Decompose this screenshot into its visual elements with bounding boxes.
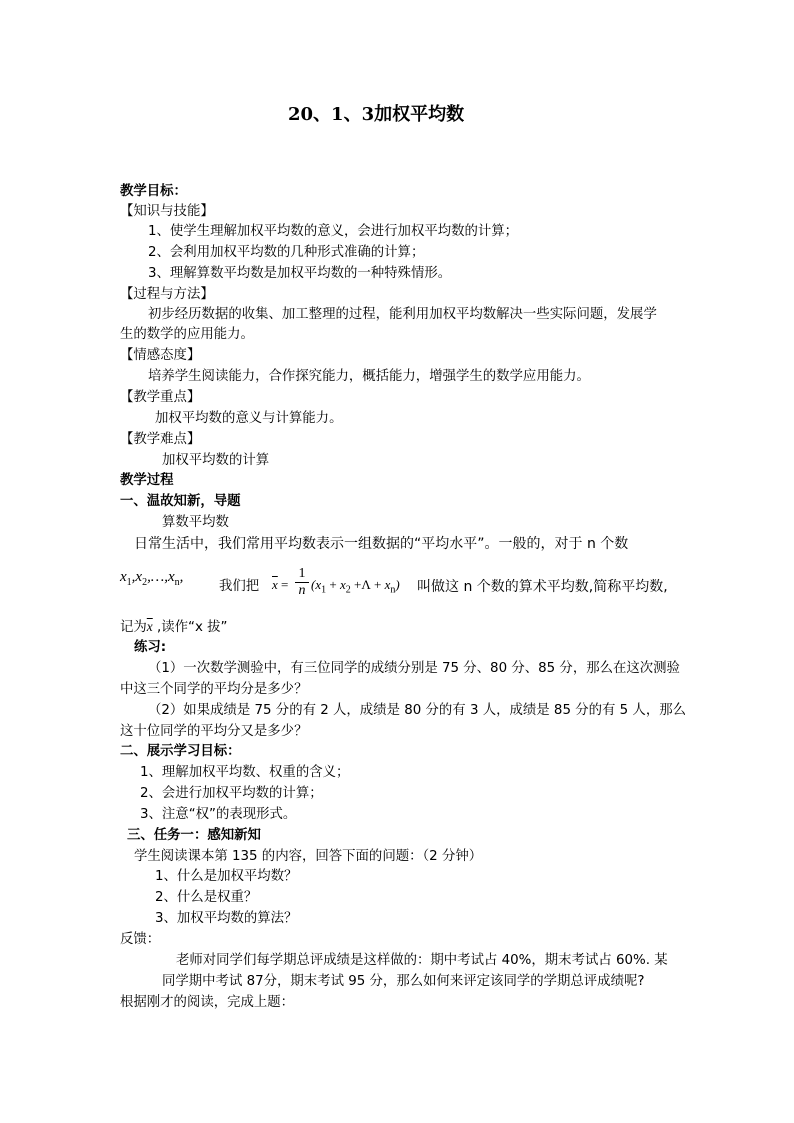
intro-text: 日常生活中，我们常用平均数表示一组数据的“平均水平”。一般的，对于 n 个数 <box>134 536 629 552</box>
section3-item: 1、什么是加权平均数？ <box>155 869 298 884</box>
closing-text: 根据刚才的阅读，完成上题： <box>120 995 295 1010</box>
section2-item: 2、会进行加权平均数的计算； <box>140 786 323 801</box>
feedback-label: 反馈： <box>120 932 161 947</box>
page-title: 20、1、3加权平均数 <box>288 104 465 125</box>
section2-item: 3、注意“权”的表现形式。 <box>140 807 297 822</box>
practice-heading: 练习: <box>134 640 167 655</box>
difficulty-text: 加权平均数的计算 <box>162 453 270 468</box>
knowledge-heading: 【知识与技能】 <box>120 204 214 219</box>
section3-intro: 学生阅读课本第 135 的内容，回答下面的问题：（2 分钟） <box>134 849 483 864</box>
arith-subheading: 算数平均数 <box>162 515 229 530</box>
goals-heading: 教学目标： <box>120 184 187 199</box>
knowledge-item: 3、理解算数平均数是加权平均数的一种特殊情形。 <box>148 266 452 281</box>
sum-expression: $(x_1 + x_2 +\Lambda + x_n)$ <box>311 577 400 596</box>
method-line: 初步经历数据的收集、加工整理的过程，能利用加权平均数解决一些实际问题，发展学 <box>148 307 657 322</box>
formula-explain: 叫做这 n 个数的算术平均数,简称平均数, <box>417 579 668 595</box>
section3-item: 3、加权平均数的算法？ <box>155 911 298 926</box>
section3-heading: 三、任务一：感知新知 <box>127 828 261 843</box>
we-put-text: 我们把 <box>219 579 260 594</box>
emotion-text: 培养学生阅读能力，合作探究能力，概括能力，增强学生的数学应用能力。 <box>148 369 590 384</box>
emotion-heading: 【情感态度】 <box>120 348 201 363</box>
section2-heading: 二、展示学习目标： <box>120 744 241 759</box>
process-heading: 教学过程 <box>120 473 174 488</box>
mean-formula: $\overline{x}$ = <box>272 577 289 592</box>
knowledge-item: 2、会利用加权平均数的几种形式准确的计算； <box>148 245 425 260</box>
feedback-line: 老师对同学们每学期总评成绩是这样做的：期中考试占 40%，期末考试占 60%. 某 <box>176 953 668 968</box>
knowledge-item: 1、使学生理解加权平均数的意义，会进行加权平均数的计算； <box>148 224 519 239</box>
practice-item: 这十位同学的平均分又是多少？ <box>120 724 308 739</box>
method-heading: 【过程与方法】 <box>120 287 214 302</box>
fraction: 1 n <box>295 566 309 599</box>
method-line: 生的数学的应用能力。 <box>120 327 254 342</box>
practice-item: （1）一次数学测验中，有三位同学的成绩分别是 75 分、80 分、85 分，那么在这次测验 <box>148 661 680 676</box>
section3-item: 2、什么是权重？ <box>155 890 258 905</box>
practice-item: 中这三个同学的平均分是多少？ <box>120 682 308 697</box>
key-heading: 【教学重点】 <box>120 390 201 405</box>
variable-list: $x_1,x_2,\dots,x_n$, <box>120 569 184 588</box>
notation-text: 记为$\overline{x}$ ,读作“x 拔” <box>120 619 228 635</box>
feedback-line: 同学期中考试 87分，期末考试 95 分，那么如何来评定该同学的学期总评成绩呢? <box>162 974 645 989</box>
practice-item: （2）如果成绩是 75 分的有 2 人，成绩是 80 分的有 3 人，成绩是 85 分的有 5 人，那么 <box>148 703 686 718</box>
key-text: 加权平均数的意义与计算能力。 <box>155 411 343 426</box>
section2-item: 1、理解加权平均数、权重的含义； <box>140 765 350 780</box>
section1-heading: 一、温故知新，导题 <box>120 494 241 509</box>
difficulty-heading: 【教学难点】 <box>120 432 201 447</box>
